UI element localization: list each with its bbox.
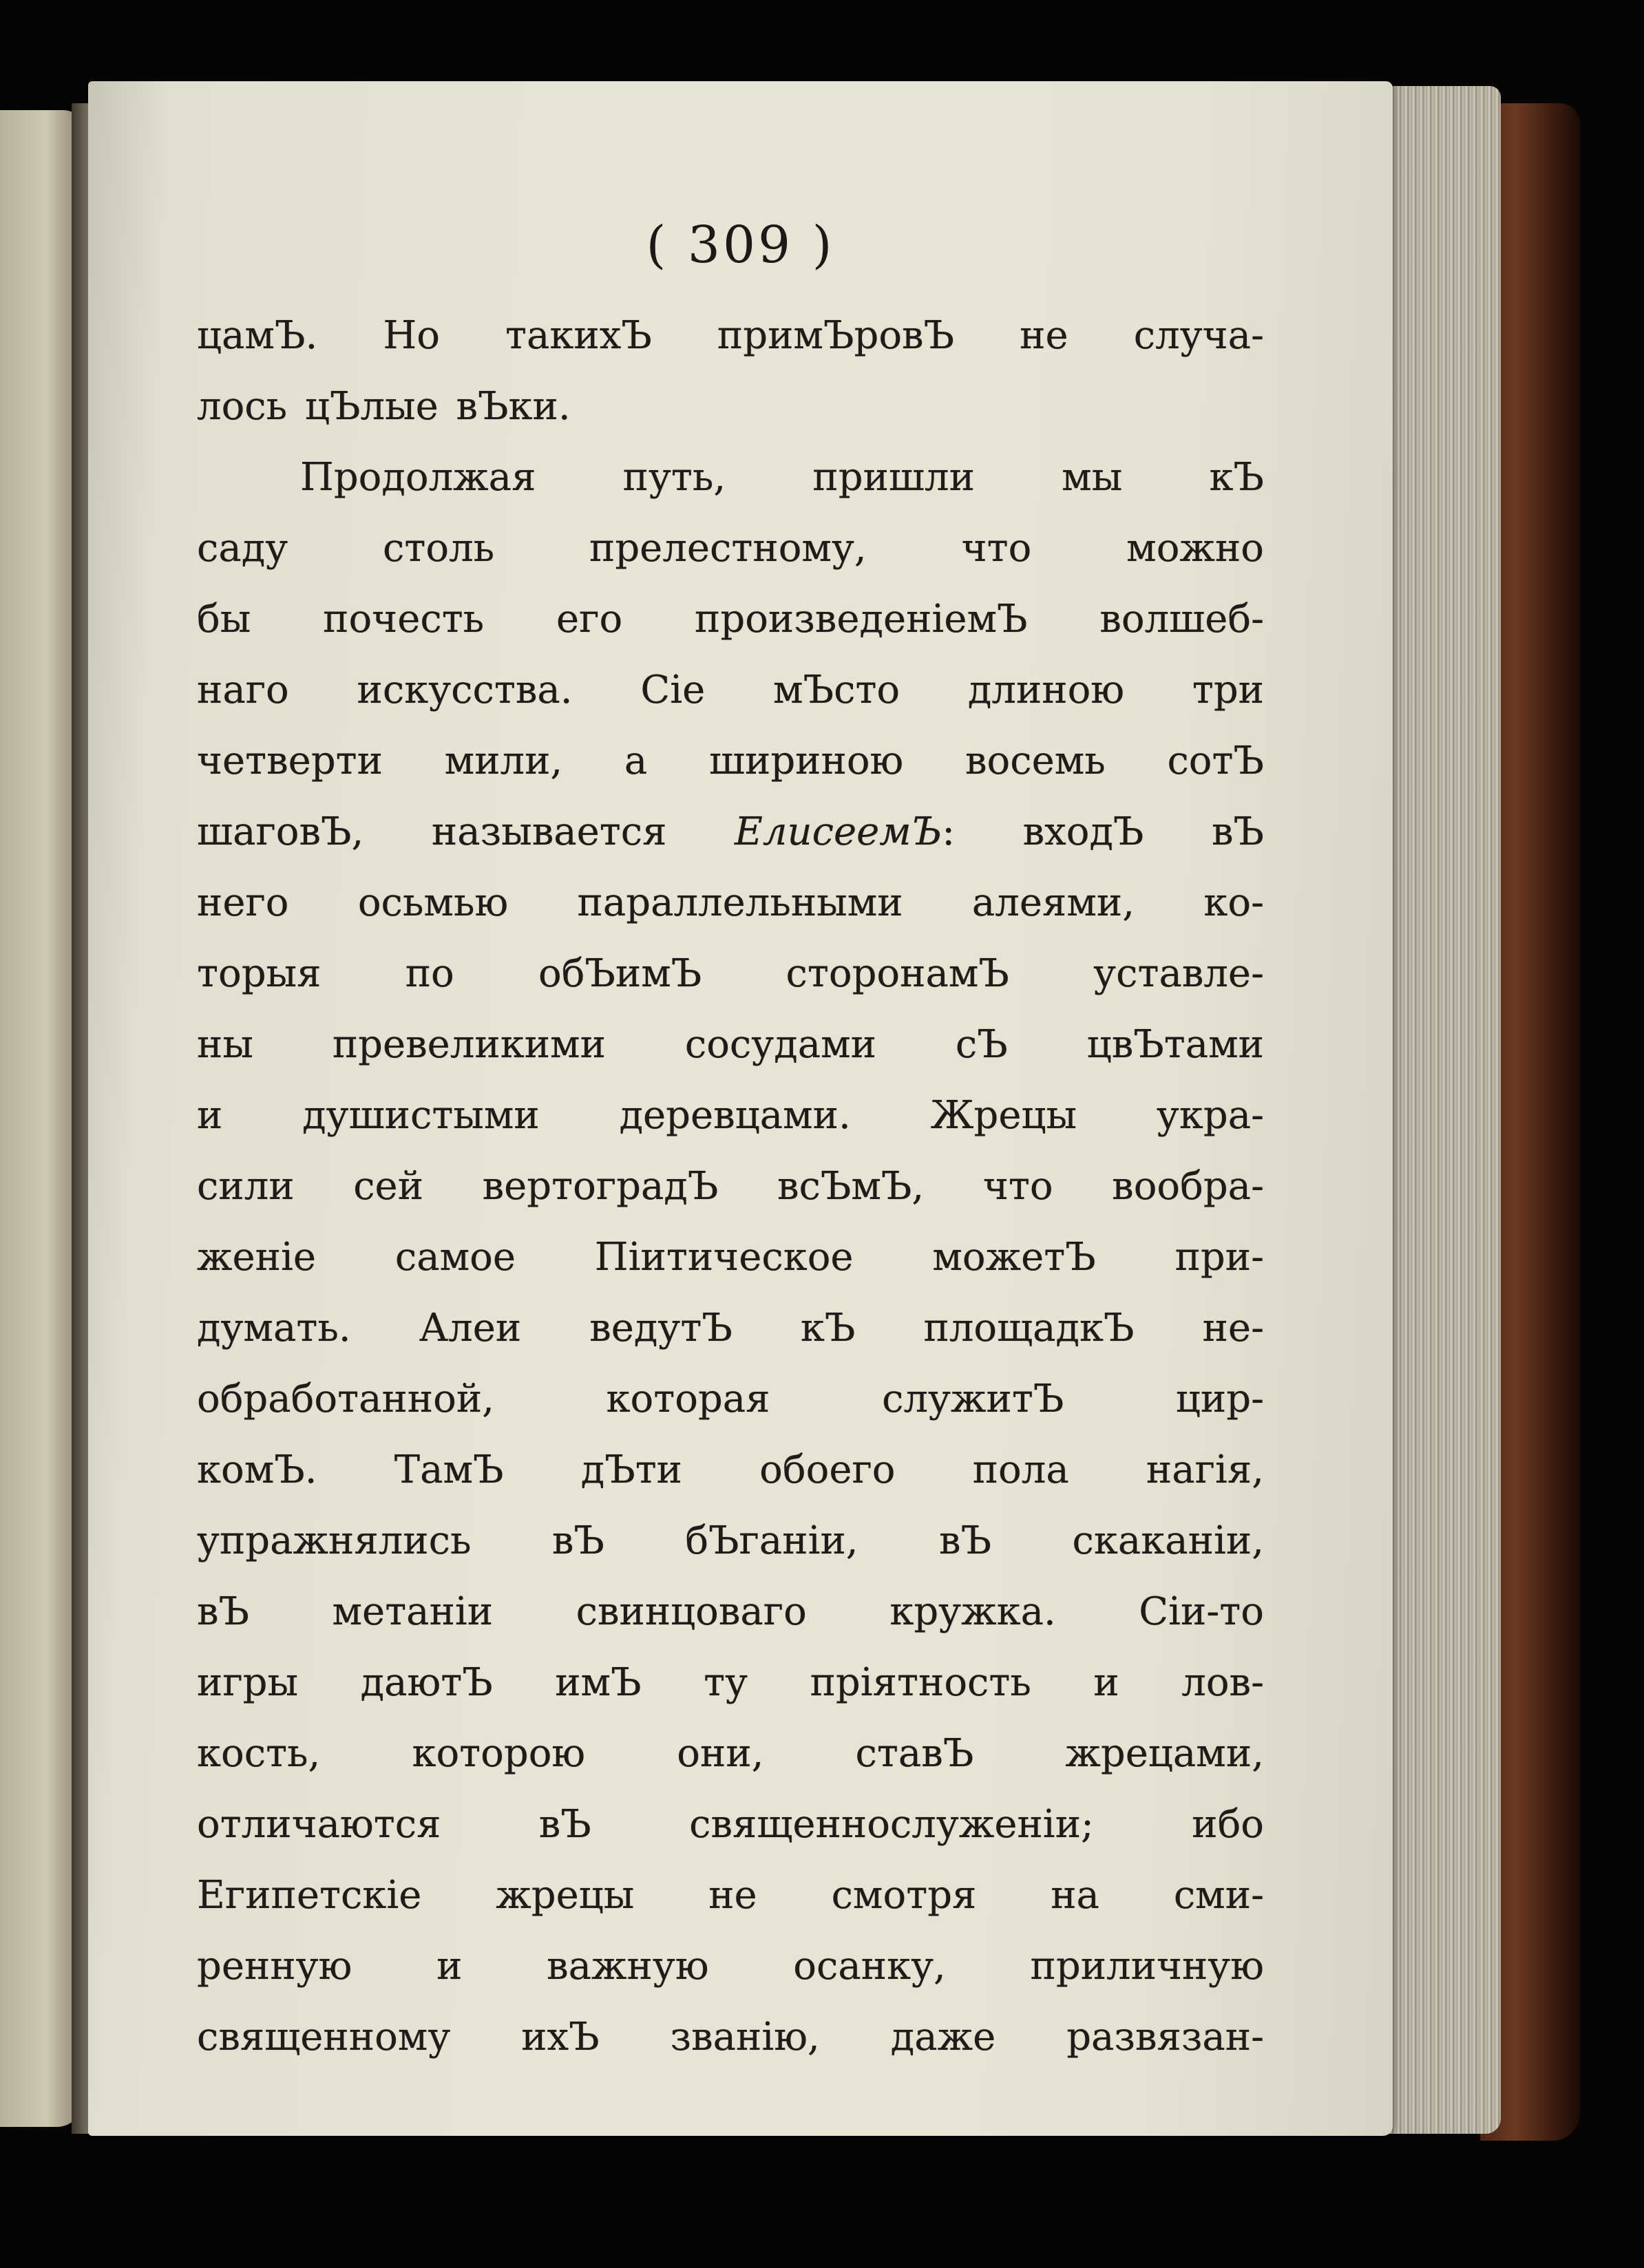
- text-line: сили сей вертоградЪ всЪмЪ, что вообра-: [197, 1164, 1264, 1209]
- text-line: комЪ. ТамЪ дЪти обоего пола нагiя,: [197, 1448, 1264, 1492]
- text-line: игры даютЪ имЪ ту прiятность и лов-: [197, 1660, 1264, 1705]
- page-text: [197, 300, 1264, 2073]
- text-line: четверти мили, а шириною восемь сотЪ: [197, 739, 1264, 783]
- text-line: Продолжая путь, пришли мы кЪ: [300, 455, 1264, 500]
- text-line: цамЪ. Но такихЪ примЪровЪ не случа-: [197, 313, 1264, 358]
- text-line: священному ихЪ званiю, даже развязан-: [197, 2015, 1264, 2059]
- text-line: упражнялись вЪ бЪганiи, вЪ скаканiи,: [197, 1518, 1264, 1563]
- text-line: торыя по обЪимЪ сторонамЪ уставле-: [197, 951, 1264, 996]
- text-line: саду столь прелестному, что можно: [197, 526, 1264, 571]
- page-number: ( 309 ): [646, 215, 835, 275]
- text-line: думать. Алеи ведутЪ кЪ площадкЪ не-: [197, 1306, 1264, 1350]
- text-line: кость, которою они, ставЪ жрецами,: [197, 1731, 1264, 1776]
- text-line: лось цЪлые вЪки.: [197, 384, 571, 429]
- text-line: бы почесть его произведенiемЪ волшеб-: [197, 597, 1264, 642]
- text-line: Египетскiе жрецы не смотря на сми-: [197, 1873, 1264, 1918]
- text-line: него осьмью параллельными алеями, ко-: [197, 880, 1264, 925]
- italic-place-name: ЕлисеемЪ: [735, 809, 942, 854]
- text-line: вЪ метанiи свинцоваго кружка. Сiи-то: [197, 1589, 1264, 1634]
- text-segment: шаговЪ, называется: [197, 809, 735, 854]
- book-page: [88, 81, 1393, 2136]
- text-segment: : входЪ вЪ: [942, 809, 1264, 854]
- text-line: женiе самое Пiитическое можетЪ при-: [197, 1235, 1264, 1280]
- text-line: наго искусства. Сie мЪсто длиною три: [197, 668, 1264, 712]
- text-line: [197, 796, 1264, 867]
- text-line: и душистыми деревцами. Жрецы укра-: [197, 1093, 1264, 1138]
- text-line: ны превеликими сосудами сЪ цвЪтами: [197, 1022, 1264, 1067]
- text-line: обработанной, которая служитЪ цир-: [197, 1377, 1264, 1421]
- text-line: ренную и важную осанку, приличную: [197, 1944, 1264, 1989]
- text-line: отличаются вЪ священнослуженiи; ибо: [197, 1802, 1264, 1847]
